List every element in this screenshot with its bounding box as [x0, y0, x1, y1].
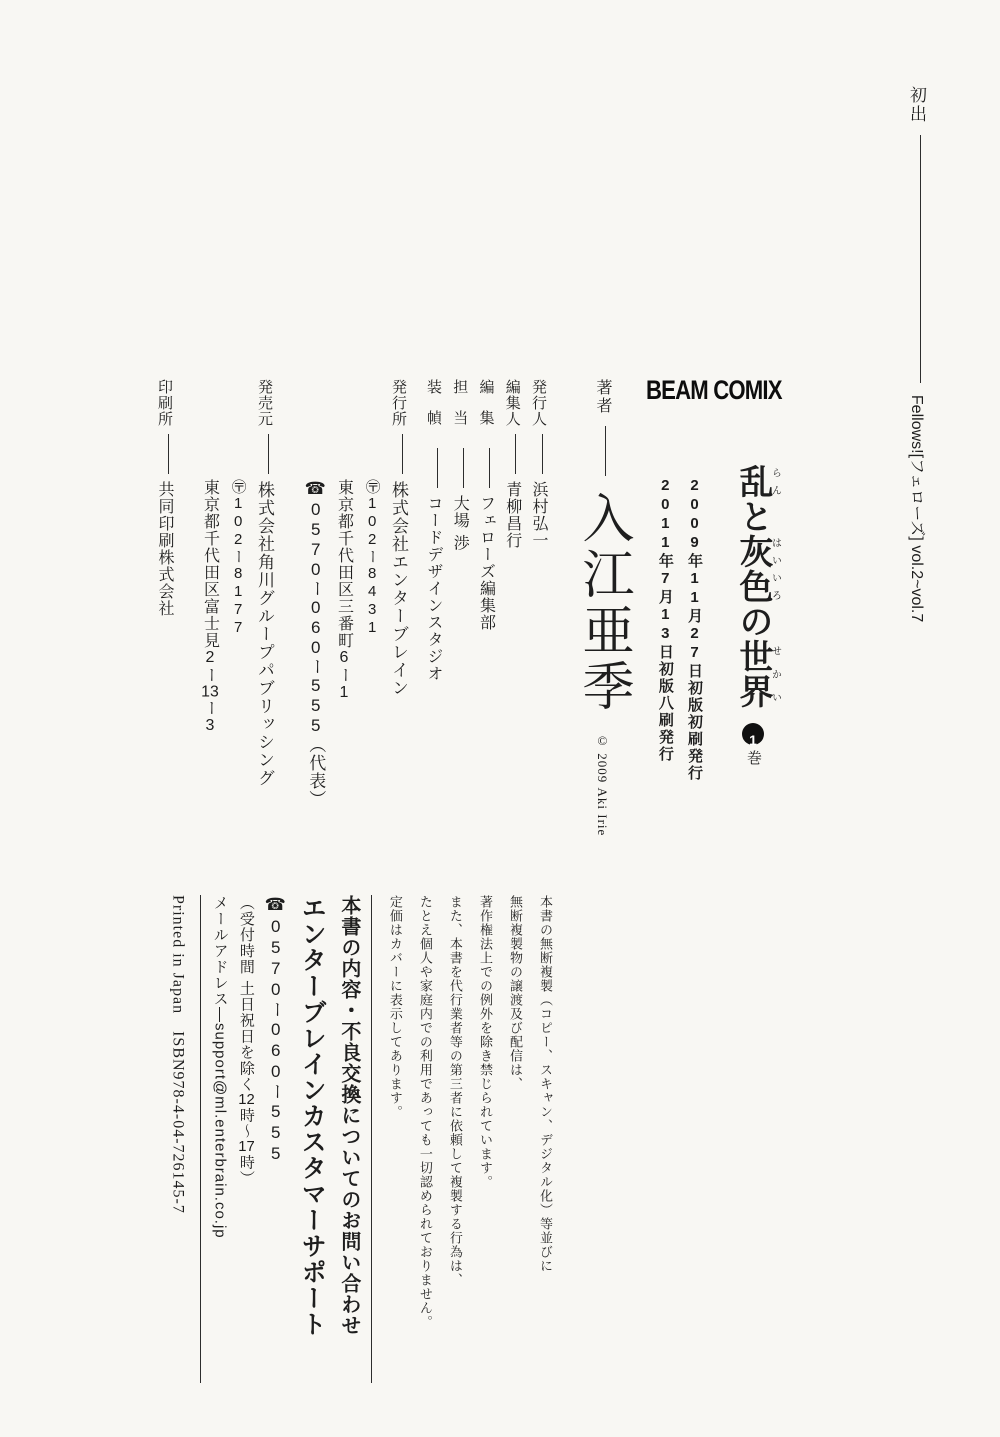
- legal-line: たとえ個人や家庭内での利用であっても一切認められておりません。: [417, 895, 433, 1329]
- credit-value: コードデザインスタジオ: [424, 495, 442, 682]
- leader-line: [268, 434, 269, 474]
- hours-number: 12: [238, 1092, 255, 1108]
- distributor-block: [190, 379, 273, 879]
- phone-icon: ☎: [306, 479, 326, 500]
- distributor-label: 発売元: [256, 379, 273, 427]
- title-char: と: [734, 499, 772, 534]
- copyright-notice: © 2009 Aki Irie: [595, 733, 610, 837]
- hours-number: 17: [238, 1139, 255, 1155]
- edition-dates: [644, 477, 702, 797]
- distributor-postal-code: 〶102ー8177: [229, 479, 247, 637]
- beam-comix-logo: [646, 375, 782, 406]
- support-inquiry-heading: 本書の内容・不良交換についてのお問い合わせ: [337, 895, 360, 1336]
- credit-label: 装幀: [424, 379, 442, 441]
- printer-label: 印刷所: [156, 379, 173, 427]
- title-seg-3: [734, 639, 781, 709]
- legal-line: また、本書を代行業者等の第三者に依頼して複製する行為は、: [447, 895, 463, 1287]
- hours-text: 時〜: [237, 1107, 255, 1140]
- distributor-name: 株式会社角川グループパブリッシング: [255, 481, 274, 787]
- publisher-main: [389, 379, 407, 879]
- credit-value: フェローズ編集部: [477, 495, 495, 631]
- credit-value: 大場 渉: [451, 495, 469, 552]
- hours-text: （受付時間 土日祝日を除く: [237, 895, 255, 1093]
- divider-line: [200, 895, 201, 1383]
- publisher-block: [295, 379, 407, 879]
- credit-row: [503, 379, 520, 719]
- hours-text: 時）: [237, 1154, 255, 1187]
- publisher-address: [335, 379, 352, 879]
- title-char: 灰色: [734, 534, 772, 604]
- first-publication-label: 初出: [907, 86, 926, 124]
- printer-name: 共同印刷株式会社: [156, 481, 173, 617]
- address-text: 東京都千代田区三番町: [335, 479, 353, 649]
- legal-line: 無断複製物の譲渡及び配信は、: [507, 895, 523, 1091]
- author-name: 入江亜季: [574, 491, 631, 715]
- volume-suffix: 巻: [745, 750, 762, 765]
- phone-number: 0570ー060ー555: [306, 500, 326, 736]
- title-char: 乱: [734, 464, 772, 499]
- title-seg-2: [734, 534, 781, 604]
- leader-line: [168, 434, 169, 474]
- first-publication-source: Fellows![フェローズ] vol.2~vol.7: [908, 394, 925, 623]
- leader-line: [437, 448, 438, 488]
- publisher-phone: [306, 379, 324, 879]
- leader-line: [920, 135, 921, 383]
- address-text: 東京都千代田区富士見: [201, 479, 219, 649]
- title-char: 世界: [734, 639, 772, 709]
- support-name: エンターブレインカスタマーサポート: [298, 895, 327, 1337]
- printer-block: [147, 379, 173, 739]
- leader-line: [542, 434, 543, 474]
- distributor-address: [201, 379, 218, 879]
- legal-line: 本書の無断複製（コピー、スキャン、デジタル化）等並びに: [538, 895, 553, 1273]
- furigana: らん: [769, 464, 781, 499]
- distributor-main: [255, 379, 273, 879]
- credit-value: 浜村弘一: [530, 481, 547, 549]
- title-seg-1: [734, 464, 781, 499]
- credit-row: [451, 379, 468, 719]
- book-title: [736, 464, 780, 794]
- credit-row: [477, 379, 494, 719]
- leader-line: [463, 448, 464, 488]
- legal-block: [153, 895, 552, 1383]
- credit-row: [530, 379, 547, 719]
- support-hours: [238, 895, 254, 1383]
- leader-line: [605, 426, 606, 476]
- address-number: 6ー1: [335, 649, 353, 702]
- legal-line: 著作権法上での例外を除き禁じられています。: [477, 895, 493, 1189]
- publisher-postal-code: 〶102ー8431: [363, 479, 381, 637]
- printer-main: [156, 379, 173, 739]
- volume-number-badge: [742, 723, 764, 748]
- credit-label: 編集: [477, 379, 495, 441]
- volume-number: 1: [749, 732, 757, 748]
- credit-label: 担当: [451, 379, 469, 441]
- publisher-name: 株式会社エンターブレイン: [389, 481, 408, 697]
- credits-block: [416, 379, 547, 719]
- divider-line: [371, 895, 372, 1383]
- author-label: 著者: [594, 379, 611, 415]
- leader-line: [515, 434, 516, 474]
- leader-line: [402, 434, 403, 474]
- address-number: ー3: [201, 700, 219, 735]
- address-number-combined: 13: [201, 684, 219, 700]
- price-note: 定価はカバーに表示してあります。: [387, 895, 403, 1119]
- support-phone: [266, 895, 284, 1383]
- address-number: 2ー: [201, 649, 219, 684]
- credit-label: 発行人: [530, 379, 547, 427]
- furigana: せかい: [769, 639, 781, 709]
- first-publication-block: [907, 86, 925, 726]
- furigana: はいいろ: [769, 534, 781, 604]
- phone-icon: ☎: [266, 895, 286, 917]
- author-block: [574, 379, 630, 879]
- support-email: メールアドレス—support@ml.enterbrain.co.jp: [211, 895, 229, 1239]
- credit-label: 編集人: [503, 379, 521, 427]
- title-char: の: [734, 604, 772, 639]
- eighth-printing-date: 2011年7月13日初版八刷発行: [656, 477, 674, 763]
- book-title-block: [736, 464, 780, 794]
- phone-note: （代表）: [306, 736, 326, 808]
- publisher-label: 発行所: [390, 379, 407, 427]
- first-printing-date: 2009年11月27日初版初刷発行: [686, 477, 703, 782]
- leader-line: [489, 448, 490, 488]
- support-phone-number: 0570ー060ー555: [266, 917, 286, 1165]
- credit-row: [425, 379, 442, 719]
- logo-text: BEAM COMIX: [646, 375, 782, 405]
- credit-value: 青柳昌行: [503, 481, 521, 549]
- imprint-isbn: Printed in Japan ISBN978-4-04-726145-7: [169, 895, 187, 1214]
